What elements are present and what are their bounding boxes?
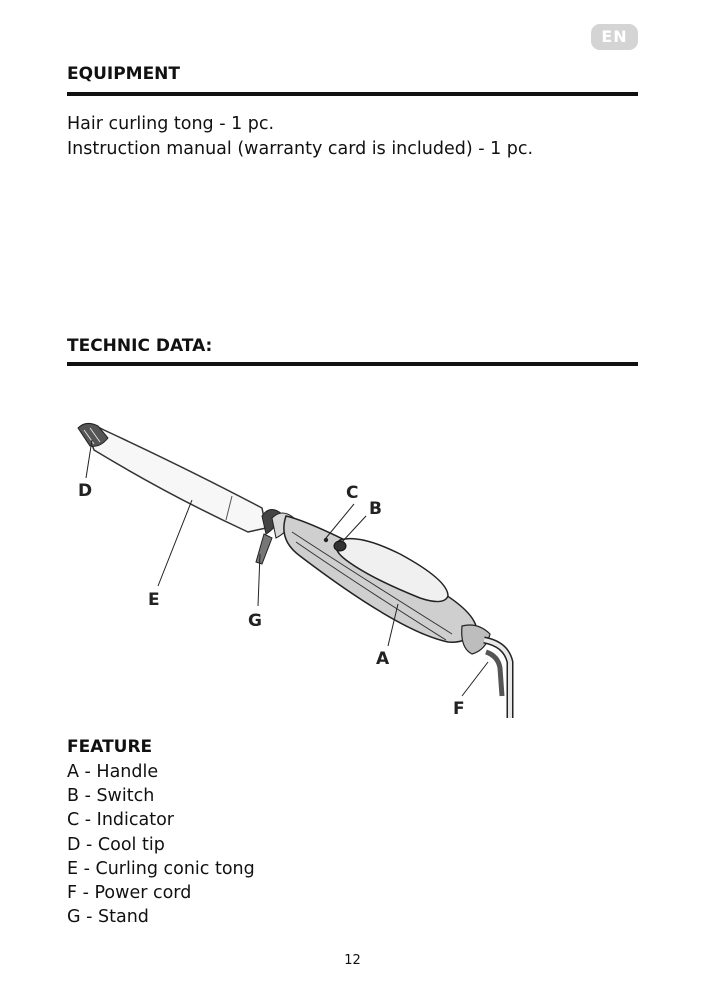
- equipment-item: Hair curling tong - 1 pc.: [67, 114, 275, 134]
- feature-item: A - Handle: [67, 762, 159, 782]
- technic-data-divider: [67, 362, 638, 366]
- stand: [256, 534, 272, 564]
- equipment-list: [67, 112, 533, 162]
- indicator: [324, 538, 328, 542]
- label-g: G: [248, 611, 262, 631]
- label-f: F: [453, 699, 465, 719]
- language-badge: EN: [591, 24, 638, 50]
- label-e: E: [148, 590, 160, 610]
- feature-item: C - Indicator: [67, 810, 174, 831]
- feature-list: [67, 760, 255, 929]
- label-d: D: [78, 481, 93, 501]
- leader-e: [158, 500, 192, 586]
- feature-item: D - Cool tip: [67, 834, 165, 855]
- equipment-item: Instruction manual (warranty card is included) - 1 pc.: [67, 139, 534, 159]
- feature-item: F - Power cord: [67, 883, 192, 904]
- feature-item: B - Switch: [67, 786, 155, 807]
- feature-heading: FEATURE: [67, 737, 153, 757]
- technic-data-heading: TECHNIC DATA:: [67, 336, 213, 356]
- feature-item: G - Stand: [67, 907, 149, 928]
- leader-d: [86, 440, 92, 478]
- equipment-heading: EQUIPMENT: [67, 64, 181, 84]
- switch: [334, 541, 346, 551]
- label-c: C: [346, 483, 359, 503]
- page-number: 12: [344, 953, 361, 968]
- curling-barrel: [86, 426, 266, 532]
- curling-tong-diagram: [0, 400, 705, 730]
- label-a: A: [376, 649, 390, 669]
- feature-item: E - Curling conic tong: [67, 858, 255, 879]
- label-b: B: [369, 499, 382, 519]
- leader-f: [462, 662, 488, 696]
- equipment-divider: [67, 92, 638, 96]
